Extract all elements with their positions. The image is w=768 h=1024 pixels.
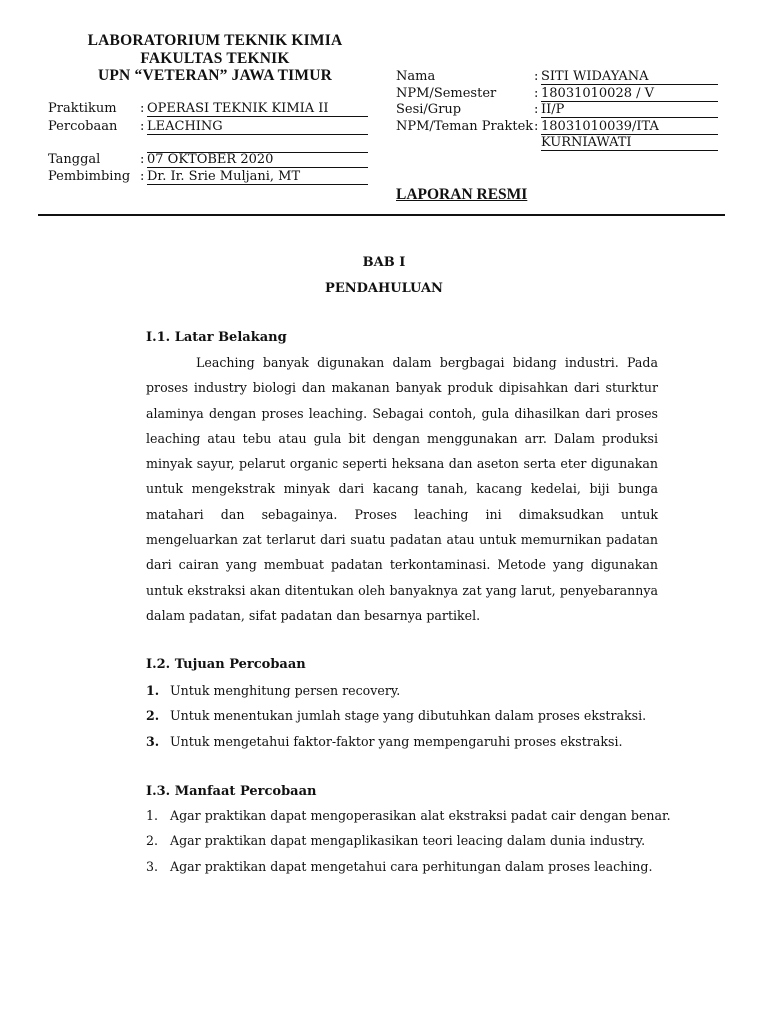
- field-value-tanggal: 07 OKTOBER 2020: [147, 152, 368, 168]
- chapter-title: PENDAHULUAN: [325, 281, 443, 296]
- list-text: Agar praktikan dapat mengaplikasikan teori leacing dalam dunia industry.: [170, 833, 646, 849]
- header-divider: [38, 214, 725, 216]
- report-title: LAPORAN RESMI: [396, 186, 528, 203]
- field-label-tanggal: Tanggal: [48, 152, 101, 167]
- field-label-nama: Nama: [396, 69, 436, 84]
- institution-line-1: LABORATORIUM TEKNIK KIMIA: [87, 32, 343, 49]
- list-text: Agar praktikan dapat mengoperasikan alat ekstraksi padat cair dengan benar.: [170, 808, 671, 823]
- field-sep: :: [534, 102, 539, 117]
- chapter-number: BAB I: [362, 255, 406, 270]
- field-value-sesi-grup: II/P: [541, 102, 718, 118]
- institution-line-3: UPN “VETERAN” JAWA TIMUR: [97, 67, 333, 84]
- field-sep: :: [534, 119, 539, 134]
- list-item: [146, 854, 666, 879]
- list-number: 2.: [146, 708, 160, 724]
- list-item: [146, 828, 666, 853]
- list-manfaat: [146, 803, 671, 879]
- field-label-npm-teman: NPM/Teman Praktek: [396, 119, 534, 134]
- paragraph-latar-belakang: Leaching banyak digunakan dalam bergbagai bidang industri. Pada proses industry biologi dan makanan banyak produk dipisahkan dari sturktur alaminya dengan proses leaching. Sebagai contoh, gula dihasilkan dari proses leaching atau tebu atau gula bit dengan menggunakan arr. Dalam produksi minyak sayur, pelarut organic seperti heksana dan aseton serta eter digunakan untuk mengekstrak minyak dari kacang tanah, kacang kedelai, biji bunga matahari dan sebagainya. Proses leaching ini dimaksudkan untuk mengeluarkan zat terlarut dari suatu padatan atau untuk memurnikan padatan dari cairan yang membuat padatan terkontaminasi. Metode yang digunakan untuk ekstraksi akan ditentukan oleh banyaknya zat yang larut, penyebarannya dalam padatan, sifat padatan dan besarnya partikel.: [146, 355, 658, 623]
- field-label-praktikum: Praktikum: [48, 101, 117, 116]
- list-text: Untuk mengetahui faktor-faktor yang mempengaruhi proses ekstraksi.: [170, 733, 623, 749]
- section-heading-manfaat: I.3. Manfaat Percobaan: [146, 784, 317, 799]
- field-label-pembimbing: Pembimbing: [48, 169, 131, 184]
- field-value-nama: SITI WIDAYANA: [541, 69, 718, 85]
- institution-line-2: FAKULTAS TEKNIK: [140, 50, 290, 67]
- field-value-pembimbing: Dr. Ir. Srie Muljani, MT: [147, 169, 368, 185]
- field-value-praktikum: OPERASI TEKNIK KIMIA II: [147, 101, 368, 117]
- field-sep: :: [140, 152, 145, 167]
- field-sep: :: [534, 86, 539, 101]
- list-item: [146, 703, 666, 728]
- field-value-npm-semester: 18031010028 / V: [541, 86, 718, 102]
- list-number: 3.: [146, 858, 159, 874]
- field-sep: :: [140, 169, 145, 184]
- list-number: 3.: [146, 733, 160, 749]
- list-text: Untuk menentukan jumlah stage yang dibutuhkan dalam proses ekstraksi.: [170, 708, 647, 724]
- list-tujuan: [146, 678, 666, 754]
- list-text: Agar praktikan dapat mengetahui cara perhitungan dalam proses leaching.: [170, 858, 653, 874]
- section-heading-latar-belakang: I.1. Latar Belakang: [146, 330, 287, 345]
- list-number: 1.: [146, 808, 159, 823]
- field-value-npm-teman: 18031010039/ITA: [541, 119, 718, 135]
- field-sep: :: [140, 119, 145, 134]
- field-label-percobaan: Percobaan: [48, 119, 118, 134]
- field-sep: :: [140, 101, 145, 116]
- list-item: [146, 729, 666, 754]
- section-heading-tujuan: I.2. Tujuan Percobaan: [146, 657, 306, 672]
- list-number: 1.: [146, 683, 160, 698]
- field-sep: :: [534, 69, 539, 84]
- field-label-npm-semester: NPM/Semester: [396, 86, 497, 101]
- list-number: 2.: [146, 833, 159, 849]
- list-item: [146, 678, 666, 703]
- list-text: Untuk menghitung persen recovery.: [170, 683, 401, 698]
- field-value-npm-teman-line2: KURNIAWATI: [541, 135, 718, 151]
- field-label-sesi-grup: Sesi/Grup: [396, 102, 462, 117]
- field-value-percobaan: LEACHING: [147, 119, 368, 135]
- list-item: [146, 803, 671, 828]
